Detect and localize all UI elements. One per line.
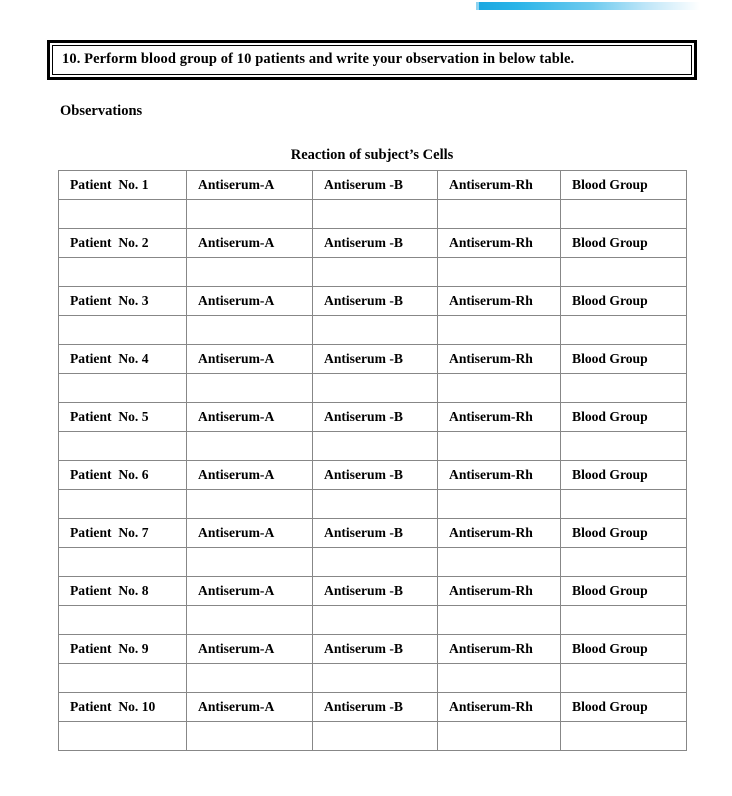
antiserum-b-cell: Antiserum -B bbox=[313, 229, 438, 258]
entry-cell[interactable] bbox=[187, 258, 313, 287]
blood-group-cell: Blood Group bbox=[561, 345, 687, 374]
entry-cell[interactable] bbox=[313, 548, 438, 577]
entry-cell[interactable] bbox=[59, 490, 187, 519]
antiserum-b-cell: Antiserum -B bbox=[313, 461, 438, 490]
blood-group-cell: Blood Group bbox=[561, 577, 687, 606]
patient-number-cell: Patient No. 5 bbox=[59, 403, 187, 432]
patient-number-cell: Patient No. 4 bbox=[59, 345, 187, 374]
blood-group-cell: Blood Group bbox=[561, 229, 687, 258]
entry-cell[interactable] bbox=[187, 374, 313, 403]
antiserum-a-cell: Antiserum-A bbox=[187, 519, 313, 548]
entry-cell[interactable] bbox=[313, 664, 438, 693]
entry-cell[interactable] bbox=[561, 490, 687, 519]
antiserum-b-cell: Antiserum -B bbox=[313, 635, 438, 664]
table-entry-row bbox=[59, 432, 687, 461]
antiserum-b-cell: Antiserum -B bbox=[313, 287, 438, 316]
patient-number-cell: Patient No. 3 bbox=[59, 287, 187, 316]
table-row bbox=[59, 287, 687, 316]
entry-cell[interactable] bbox=[313, 606, 438, 635]
blood-group-cell: Blood Group bbox=[561, 287, 687, 316]
entry-cell[interactable] bbox=[438, 432, 561, 461]
antiserum-b-cell: Antiserum -B bbox=[313, 403, 438, 432]
patient-number-cell: Patient No. 7 bbox=[59, 519, 187, 548]
entry-cell[interactable] bbox=[561, 432, 687, 461]
entry-cell[interactable] bbox=[59, 258, 187, 287]
blood-group-cell: Blood Group bbox=[561, 635, 687, 664]
entry-cell[interactable] bbox=[313, 258, 438, 287]
entry-cell[interactable] bbox=[187, 548, 313, 577]
entry-cell[interactable] bbox=[59, 200, 187, 229]
antiserum-rh-cell: Antiserum-Rh bbox=[438, 693, 561, 722]
blood-group-observation-table bbox=[58, 170, 687, 751]
entry-cell[interactable] bbox=[59, 722, 187, 751]
entry-cell[interactable] bbox=[561, 606, 687, 635]
patient-number-cell: Patient No. 2 bbox=[59, 229, 187, 258]
table-entry-row bbox=[59, 200, 687, 229]
entry-cell[interactable] bbox=[561, 548, 687, 577]
entry-cell[interactable] bbox=[561, 374, 687, 403]
question-title-inner-border bbox=[52, 45, 692, 75]
antiserum-a-cell: Antiserum-A bbox=[187, 287, 313, 316]
table-row bbox=[59, 403, 687, 432]
entry-cell[interactable] bbox=[561, 200, 687, 229]
antiserum-a-cell: Antiserum-A bbox=[187, 403, 313, 432]
antiserum-rh-cell: Antiserum-Rh bbox=[438, 287, 561, 316]
observations-heading: Observations bbox=[60, 103, 143, 119]
table-row bbox=[59, 635, 687, 664]
entry-cell[interactable] bbox=[313, 200, 438, 229]
table-row bbox=[59, 229, 687, 258]
table-caption: Reaction of subject’s Cells bbox=[290, 147, 454, 163]
entry-cell[interactable] bbox=[561, 258, 687, 287]
table-body bbox=[59, 171, 687, 751]
table-entry-row bbox=[59, 490, 687, 519]
antiserum-rh-cell: Antiserum-Rh bbox=[438, 577, 561, 606]
antiserum-a-cell: Antiserum-A bbox=[187, 229, 313, 258]
entry-cell[interactable] bbox=[438, 548, 561, 577]
antiserum-rh-cell: Antiserum-Rh bbox=[438, 171, 561, 200]
antiserum-a-cell: Antiserum-A bbox=[187, 577, 313, 606]
entry-cell[interactable] bbox=[438, 606, 561, 635]
entry-cell[interactable] bbox=[313, 432, 438, 461]
antiserum-rh-cell: Antiserum-Rh bbox=[438, 229, 561, 258]
entry-cell[interactable] bbox=[438, 722, 561, 751]
patient-number-cell: Patient No. 6 bbox=[59, 461, 187, 490]
entry-cell[interactable] bbox=[438, 490, 561, 519]
antiserum-rh-cell: Antiserum-Rh bbox=[438, 519, 561, 548]
table-row bbox=[59, 577, 687, 606]
top-decorative-bar-cap bbox=[476, 2, 479, 10]
table-entry-row bbox=[59, 316, 687, 345]
entry-cell[interactable] bbox=[187, 316, 313, 345]
antiserum-a-cell: Antiserum-A bbox=[187, 635, 313, 664]
entry-cell[interactable] bbox=[187, 490, 313, 519]
antiserum-b-cell: Antiserum -B bbox=[313, 693, 438, 722]
top-decorative-bar bbox=[476, 2, 700, 10]
antiserum-rh-cell: Antiserum-Rh bbox=[438, 635, 561, 664]
table-entry-row bbox=[59, 722, 687, 751]
table-entry-row bbox=[59, 606, 687, 635]
antiserum-a-cell: Antiserum-A bbox=[187, 345, 313, 374]
blood-group-cell: Blood Group bbox=[561, 461, 687, 490]
entry-cell[interactable] bbox=[59, 374, 187, 403]
entry-cell[interactable] bbox=[187, 432, 313, 461]
table-row bbox=[59, 693, 687, 722]
patient-number-cell: Patient No. 1 bbox=[59, 171, 187, 200]
antiserum-b-cell: Antiserum -B bbox=[313, 519, 438, 548]
entry-cell[interactable] bbox=[438, 374, 561, 403]
question-title-box bbox=[47, 40, 697, 80]
entry-cell[interactable] bbox=[561, 664, 687, 693]
antiserum-rh-cell: Antiserum-Rh bbox=[438, 403, 561, 432]
blood-group-cell: Blood Group bbox=[561, 519, 687, 548]
table-entry-row bbox=[59, 548, 687, 577]
patient-number-cell: Patient No. 9 bbox=[59, 635, 187, 664]
entry-cell[interactable] bbox=[561, 316, 687, 345]
table-entry-row bbox=[59, 258, 687, 287]
entry-cell[interactable] bbox=[187, 606, 313, 635]
table-row bbox=[59, 171, 687, 200]
entry-cell[interactable] bbox=[313, 316, 438, 345]
antiserum-b-cell: Antiserum -B bbox=[313, 577, 438, 606]
entry-cell[interactable] bbox=[59, 316, 187, 345]
entry-cell[interactable] bbox=[59, 548, 187, 577]
patient-number-cell: Patient No. 8 bbox=[59, 577, 187, 606]
table-entry-row bbox=[59, 374, 687, 403]
patient-number-cell: Patient No. 10 bbox=[59, 693, 187, 722]
entry-cell[interactable] bbox=[438, 258, 561, 287]
blood-group-cell: Blood Group bbox=[561, 171, 687, 200]
antiserum-a-cell: Antiserum-A bbox=[187, 171, 313, 200]
antiserum-b-cell: Antiserum -B bbox=[313, 171, 438, 200]
table-row bbox=[59, 461, 687, 490]
blood-group-cell: Blood Group bbox=[561, 403, 687, 432]
blood-group-cell: Blood Group bbox=[561, 693, 687, 722]
antiserum-rh-cell: Antiserum-Rh bbox=[438, 461, 561, 490]
entry-cell[interactable] bbox=[438, 664, 561, 693]
antiserum-a-cell: Antiserum-A bbox=[187, 693, 313, 722]
question-title-text: 10. Perform blood group of 10 patients and write your observation in below table. bbox=[62, 51, 575, 67]
antiserum-a-cell: Antiserum-A bbox=[187, 461, 313, 490]
antiserum-b-cell: Antiserum -B bbox=[313, 345, 438, 374]
antiserum-rh-cell: Antiserum-Rh bbox=[438, 345, 561, 374]
entry-cell[interactable] bbox=[438, 316, 561, 345]
entry-cell[interactable] bbox=[561, 722, 687, 751]
entry-cell[interactable] bbox=[59, 606, 187, 635]
entry-cell[interactable] bbox=[187, 722, 313, 751]
entry-cell[interactable] bbox=[187, 664, 313, 693]
entry-cell[interactable] bbox=[313, 722, 438, 751]
entry-cell[interactable] bbox=[59, 664, 187, 693]
table-entry-row bbox=[59, 664, 687, 693]
entry-cell[interactable] bbox=[313, 490, 438, 519]
entry-cell[interactable] bbox=[313, 374, 438, 403]
entry-cell[interactable] bbox=[59, 432, 187, 461]
entry-cell[interactable] bbox=[187, 200, 313, 229]
table-row bbox=[59, 519, 687, 548]
entry-cell[interactable] bbox=[438, 200, 561, 229]
table-row bbox=[59, 345, 687, 374]
